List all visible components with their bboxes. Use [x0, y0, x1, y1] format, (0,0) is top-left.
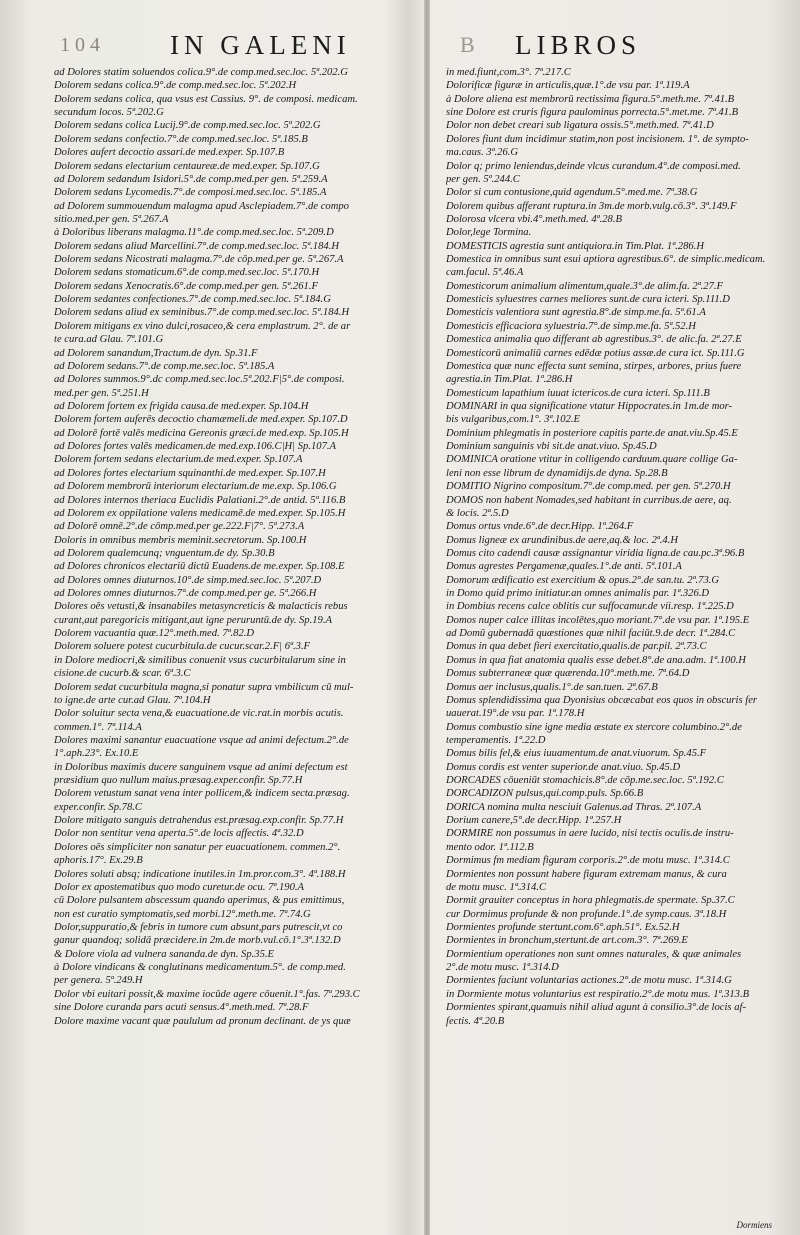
index-entry: Domus combustio sine igne media æstate ex stercore columbino.2°.de [446, 721, 742, 733]
index-entry: DOMINICA oratione vtitur in colligendo carduum.quare collige Ga- [446, 454, 738, 466]
index-entry: Dolorem sedans aliud ex seminibus.7°.de comp.med.sec.loc. 5ª.184.H [54, 307, 350, 319]
index-entry: Dolores maximi sanantur euacuatione vsque ad animi defectum.2°.de [54, 734, 349, 746]
index-entry: de motu musc. 1ª.314.C [446, 881, 547, 893]
index-entry: Dolorem sedans colica Lucij.9°.de comp.med.sec.loc. 5ª.202.G [54, 120, 321, 132]
index-entry: Domus ligneæ ex arundinibus.de aere,aq.& loc. 2ª.4.H [446, 534, 679, 546]
index-entry: Domus cito cadendi causæ assignantur viridia ligna.de cau.pc.3ª.96.B [446, 547, 745, 559]
index-entry: te cura.ad Glau. 7ª.101.G [54, 334, 164, 346]
index-entry: Dolorem sedans colica, qua vsus est Cassius. 9°. de composi. medicam. [54, 93, 358, 105]
index-entry: & Dolore viola ad vulnera sananda.de dyn. Sp.35.E [54, 948, 274, 960]
index-entry: Dolor vbi euitari possit,& maxime iocūde agere cōuenit.1°.fas. 7ª.293.C [54, 988, 360, 1000]
index-entry: in med.fiunt,com.3°. 7ª.217.C [446, 67, 571, 78]
index-entry: à Dolore aliena est membrorū rectissima figura.5°.meth.me. 7ª.41.B [446, 93, 735, 105]
index-entry: Dolorem sedans Xenocratis.6°.de comp.med.per gen. 5ª.261.F [54, 280, 318, 292]
index-entry: DOMITIO Nigrino compositum.7°.de comp.med. per gen. 5ª.270.H [446, 481, 731, 493]
index-entry: Dominium sanguinis vbi sit.de anat.viuo. Sp.45.D [446, 441, 657, 453]
index-entry: ad Dolorem fortem ex frigida causa.de med.exper. Sp.104.H [54, 400, 309, 412]
index-entry: Dolorem vetustum sanat vena inter pollicem,& indicem secta.præsag. [54, 788, 350, 800]
index-entry: & locis. 2ª.5.D [446, 507, 509, 519]
index-entry: cū Dolore pulsantem abscessum quando aperimus, & pus emittimus, [54, 895, 345, 907]
index-entry: Domus bilis fel,& eius iuuamentum.de anat.viuorum. Sp.45.F [446, 748, 707, 760]
index-entry: cam.facul. 5ª.46.A [446, 267, 524, 279]
index-entry: Domestica quæ nunc effecta sunt semina, stirpes, arbores, prius fuere [446, 360, 742, 372]
index-column-right [446, 66, 766, 1028]
index-entry: Dolorem sedans colica.9°.de comp.med.sec.loc. 5ª.202.H [54, 80, 297, 92]
index-entry: Dolor soluitur secta vena,& euacuatione.de vic.rat.in morbis acutis. [54, 708, 344, 720]
index-entry: exper.confir. Sp.78.C [54, 801, 142, 813]
index-entry: Dolor q; primo leniendus,deinde vlcus curandum.4°.de composi.med. [446, 160, 741, 172]
index-entry: Domesticum lapathium iuuat ictericos.de cura icteri. Sp.111.B [446, 387, 710, 399]
index-entry: Dormientes non possunt habere figuram extremam manus, & cura [446, 868, 727, 880]
index-entry: in Dormiente motus voluntarius est respiratio.2°.de motu mus. 1ª.313.B [446, 988, 750, 1000]
index-entry: DORICA nomina multa nesciuit Galenus.ad Thras. 2ª.107.A [446, 801, 702, 813]
index-entry: in Domo quid primo initiatur.an omnes animalis par. 1ª.326.D [446, 588, 710, 600]
index-entry: ad Dolores internos theriaca Euclidis Palatiani.2°.de antid. 5ª.116.B [54, 494, 346, 506]
index-entry: sine Dolore curanda pars acuti sensus.4°.meth.med. 7ª.28.F [54, 1002, 309, 1014]
index-entry: ad Dolorem sedandum Isidori.5°.de comp.med.per gen. 5ª.259.A [54, 173, 328, 185]
index-entry: Dormientes spirant,quamuis nihil aliud agunt à consilio.3°.de locis af- [446, 1002, 746, 1014]
index-entry: Domorum ædificatio est exercitium & opus.2°.de san.tu. 2ª.73.G [446, 574, 720, 586]
index-entry: 2°.de motu musc. 1ª.314.D [446, 962, 559, 974]
index-entry: DORCADIZON pulsus,qui.comp.puls. Sp.66.B [446, 788, 644, 800]
index-entry: Dolorem sedantes confectiones.7°.de comp.med.sec.loc. 5ª.184.G [54, 294, 331, 306]
index-entry: Domus agrestes Pergamenæ,quales.1°.de anti. 5ª.101.A [446, 561, 682, 573]
index-entry: Dormimus fm mediam figuram corporis.2°.de motu musc. 1ª.314.C [446, 855, 730, 867]
index-entry: DOMESTICIS agrestia sunt antiquiora.in Tim.Plat. 1ª.286.H [446, 240, 704, 252]
index-entry: Domus ortus vnde.6°.de decr.Hipp. 1ª.264.F [446, 521, 634, 533]
index-entry: in Dombius recens calce oblitis cur suffocamur.de vii.resp. 1ª.225.D [446, 601, 734, 613]
running-head-right: LIBROS [515, 30, 642, 60]
index-column-left [54, 66, 424, 1028]
index-entry: DORCADES cōueniūt stomachicis.8°.de cōp.me.sec.loc. 5ª.192.C [446, 775, 724, 787]
index-entry: ma.caus. 3ª.26.G [446, 147, 519, 159]
index-entry: mento odor. 1ª.112.B [446, 841, 534, 853]
index-entry: ad Dolores omnes diuturnos.10°.de simp.med.sec.loc. 5ª.207.D [54, 574, 322, 586]
index-entry: to igne.de arte cur.ad Glau. 7ª.104.H [54, 694, 211, 706]
index-entry: Dolorem sedans Nicostrati malagma.7°.de cōp.med.per ge. 5ª.267.A [54, 254, 344, 266]
index-entry: bis vulgaribus,com.1°. 3ª.102.E [446, 414, 580, 426]
index-entry: Dolor,suppuratio,& febris in tumore cum absunt,pars putrescit,vt co [54, 922, 343, 933]
index-entry: ad Dolores summos.9°.dc comp.med.sec.loc.5ª.202.F|5°.de composi. [54, 374, 345, 386]
index-entry: ad Dolorem sedans.7°.de comp.me.sec.loc. 5ª.185.A [54, 360, 275, 372]
index-entry: Dorium canere,5°.de decr.Hipp. 1ª.257.H [446, 815, 622, 827]
index-entry: ad Dolorem qualemcunq; vnguentum.de dy. Sp.30.B [54, 547, 275, 559]
index-entry: DOMINARI in qua significatione vtatur Hippocrates.in 1m.de mor- [446, 400, 733, 412]
index-entry: Doloris in omnibus membris meminit.secretorum. Sp.100.H [54, 534, 307, 546]
index-entry: Domus in qua fiat anatomia qualis esse debet.8°.de ana.adm. 1ª.100.H [446, 654, 746, 666]
index-entry: Dolorem sedans Lycomedis.7°.de composi.med.sec.loc. 5ª.185.A [54, 187, 327, 199]
index-entry: Dolor si cum contusione,quid agendum.5°.med.me. 7ª.38.G [446, 187, 698, 199]
index-entry: ad Dolorem membrorū interiorum electarium.de me.exp. Sp.106.G [54, 481, 337, 493]
index-entry: ad Dolorē fortē valēs medicina Gereonis græci.de med.exp. Sp.105.H [54, 427, 349, 439]
index-entry: cur Dormimus profunde & non profunde.1°.de symp.caus. 3ª.18.H [446, 908, 727, 920]
index-entry: ad Dolores statim soluendos colica.9°.de comp.med.sec.loc. 5ª.202.G [54, 67, 348, 78]
index-entry: Dolorem fortem auferēs decoctio chamæmeli.de med.exper. Sp.107.D [54, 414, 348, 426]
index-entry: sitio.med.per gen. 5ª.267.A [54, 213, 169, 225]
index-entry: à Dolore vindicans & conglutinans medicamentum.5°. de comp.med. [54, 962, 346, 974]
index-entry: Domesticis syluestres carnes meliores sunt.de cura icteri. Sp.111.D [446, 294, 730, 306]
index-entry: uauerat.19°.de vsu par. 1ª.178.H [446, 708, 585, 720]
index-entry: curant,aut paregoricis mitigant,aut igne peruruntū.de dy. Sp.19.A [54, 614, 332, 626]
index-entry: ad Dolores fortes valēs medicamen.de med.exp.106.C|H| Sp.107.A [54, 441, 336, 453]
index-entry: Domestica in omnibus sunt esui aptiora agrestibus.6°. de simplic.medicam. [446, 254, 766, 266]
index-entry: Dolorem sedat cucurbitula magna,si ponatur supra vmbilicum cū mul- [54, 681, 354, 693]
index-entry: agrestia.in Tim.Plat. 1ª.286.H [446, 374, 573, 386]
index-entry: Dolorem sedans confectio.7°.de comp.med.sec.loc. 5ª.185.B [54, 133, 308, 145]
index-entry: per genera. 5ª.249.H [54, 975, 143, 987]
index-entry: Domus cordis est venter superior.de anat.viuo. Sp.45.D [446, 761, 681, 773]
index-entry: Dolorem vacuantia quæ.12°.meth.med. 7ª.82.D [54, 628, 255, 640]
index-entry: Domus splendidissima qua Dyonisius obcæcabat eos quos in obscuris fer [446, 694, 758, 706]
index-entry: Dolor,lege Tormina. [446, 227, 532, 239]
index-entry: Dormientium operationes non sunt omnes naturales, & quæ animales [446, 948, 742, 960]
index-entry: Dolore maxime vacant quæ paululum ad pronum declinant. de ys quæ [54, 1015, 351, 1027]
index-entry: commen.1°. 7ª.114.A [54, 721, 142, 733]
index-entry: Dormientes in bronchum,stertunt.de art.com.3°. 7ª.269.E [446, 935, 688, 947]
index-entry: Domesticorū animaliū carnes edēdæ potius assæ.de cura ict. Sp.111.G [446, 347, 745, 359]
index-entry: med.per gen. 5ª.251.H [54, 387, 149, 399]
index-entry: Dolorem mitigans ex vino dulci,rosaceo,& cera emplastrum. 2°. de ar [54, 320, 351, 332]
index-entry: Domesticorum animalium alimentum,quale.3°.de alim.fa. 2ª.27.F [446, 280, 723, 292]
index-entry: Dolor ex apostematibus quo modo curetur.de ocu. 7ª.190.A [54, 881, 304, 893]
catchword: Dormiens [736, 1220, 772, 1230]
index-entry: aphoris.17°. Ex.29.B [54, 855, 143, 867]
index-entry: sine Dolore est cruris figura paulominus porrecta.5°.met.me. 7ª.41.B [446, 107, 739, 119]
index-entry: ad Dolores chronicos electariū dictū Euadens.de me.exper. Sp.108.E [54, 561, 345, 573]
index-entry: præsidium quo nullum maius.præsag.exper.confir. Sp.77.H [54, 775, 303, 787]
show-through-letter: B [460, 32, 478, 57]
index-entry: Dolorem sedans aliud Marcellini.7°.de comp.med.sec.loc. 5ª.184.H [54, 240, 339, 252]
index-entry: Dolores aufert decoctio assari.de med.exper. Sp.107.B [54, 147, 285, 159]
index-entry: secundum locos. 5ª.202.G [54, 107, 164, 119]
index-entry: Domos nuper calce illitas incolētes,quo moriant.7°.de vsu par. 1ª.195.E [446, 614, 750, 626]
index-entry: Dolorosa vlcera vbi.4°.meth.med. 4ª.28.B [446, 213, 622, 225]
running-head-left: IN GALENI [170, 30, 351, 60]
index-entry: Dolor non debet creari sub ligatura ossis.5°.meth.med. 7ª.41.D [446, 120, 714, 132]
index-entry: in Dolore mediocri,& similibus conuenit vsus cucurbitularum sine in [54, 654, 346, 666]
index-entry: ad Dolores omnes diuturnos.7°.de comp.med.per ge. 5ª.266.H [54, 588, 317, 600]
index-entry: Dolor non sentitur vena aperta.5°.de locis affectis. 4ª.32.D [54, 828, 304, 840]
index-entry: ad Dolorem sanandum,Tractum.de dyn. Sp.31.F [54, 347, 258, 359]
index-entry: ad Dolorē omnē.2°.de cōmp.med.per ge.222.F|7°. 5ª.273.A [54, 521, 305, 533]
index-entry: Dolorem sedans stomaticum.6°.de comp.med.sec.loc. 5ª.170.H [54, 267, 320, 279]
index-entry: Domus aer inclusus,qualis.1°.de san.tuen. 2ª.67.B [446, 681, 658, 693]
index-entry: Dolorificæ figuræ in articulis,quæ.1°.de vsu par. 1ª.119.A [446, 80, 690, 92]
index-entry: Dolores soluti absq; indicatione inutiles.in 1m.pror.com.3°. 4ª.188.H [54, 868, 346, 880]
index-entry: Domesticis efficaciora syluestria.7°.de simp.me.fa. 5ª.52.H [446, 320, 696, 332]
index-entry: 1°.aph.23°. Ex.10.E [54, 748, 139, 760]
index-entry: fectis. 4ª.20.B [446, 1015, 505, 1027]
index-entry: Dolores fiunt dum incidimur statim,non post incisionem. 1°. de sympto- [446, 133, 749, 145]
index-entry: ganur quandoq; solidā præcidere.in 2m.de morb.vul.cō.1°.3ª.132.D [54, 935, 341, 947]
index-entry: DORMIRE non possumus in aere lucido, nisi tectis oculis.de instru- [446, 828, 734, 840]
index-entry: leni non esse librum de dynamidijs.de dyna. Sp.28.B [446, 467, 668, 479]
index-entry: Dormientes faciunt voluntarias actiones.2°.de motu musc. 1ª.314.G [446, 975, 732, 987]
index-entry: cisione.de cucurb.& scar. 6ª.3.C [54, 668, 191, 680]
index-entry: temperamentis. 1ª.22.D [446, 734, 546, 746]
index-entry: Dolorem fortem sedans electarium.de med.exper. Sp.107.A [54, 454, 303, 466]
index-entry: Dominium phlegmatis in posteriore capitis parte.de anat.viu.Sp.45.E [446, 427, 738, 439]
index-entry: in Doloribus maximis ducere sanguinem vsque ad animi defectum est [54, 761, 348, 773]
index-entry: Dormit grauiter conceptus in hora phlegmatis.de spermate. Sp.37.C [446, 895, 735, 907]
index-entry: ad Domū gubernadā quæstiones quæ nihil faciūt.9.de decr. 1ª.284.C [446, 628, 736, 640]
index-entry: Dolorem soluere potest cucurbitula.de cucur.scar.2.F| 6ª.3.F [54, 641, 311, 653]
index-entry: ad Dolores fortes electarium squinanthi.de med.exper. Sp.107.H [54, 467, 326, 479]
index-entry: Dolores oēs simpliciter non sanatur per euacuationem. commen.2°. [54, 841, 341, 853]
index-entry: Domus in qua debet fieri exercitatio,qualis.de par.pil. 2ª.73.C [446, 641, 707, 653]
index-entry: à Doloribus liberans malagma.11°.de comp.med.sec.loc. 5ª.209.D [54, 227, 334, 239]
index-entry: Domestica animalia quo differant ab agrestibus.3°. de alic.fa. 2ª.27.E [446, 334, 742, 346]
index-entry: Dolore mitigato sanguis detrahendus est.præsag.exp.confir. Sp.77.H [54, 815, 344, 827]
index-entry: DOMOS non habent Nomades,sed habitant in curribus.de aere, aq. [446, 494, 732, 506]
index-entry: Dolores oēs vetusti,& insanabiles metasyncreticis & malacticis rebus [54, 601, 348, 613]
index-entry: Dolorem quibus afferant ruptura.in 3m.de morb.vulg.cō.3°. 3ª.149.F [446, 200, 737, 212]
book-gutter [424, 0, 430, 1235]
index-entry: Domesticis valentiora sunt agrestia.8°.de simp.me.fa. 5ª.61.A [446, 307, 706, 319]
index-entry: Domus subterraneæ quæ quærenda.10°.meth.me. 7ª.64.D [446, 668, 690, 680]
index-entry: Dormientes profunde stertunt.com.6°.aph.51°. Ex.52.H [446, 922, 680, 933]
index-entry: ad Dolorem summouendum malagma apud Asclepiadem.7°.de compo [54, 200, 349, 212]
index-entry: Dolorem sedans electarium centaureæ.de med.exper. Sp.107.G [54, 160, 320, 172]
index-entry: per gen. 5ª.244.C [446, 173, 520, 185]
folio-number: 104 [60, 34, 105, 56]
index-entry: ad Dolorem ex oppilatione valens medicamē.de med.exper. Sp.105.H [54, 507, 346, 519]
index-entry: non est curatio symptomatis,sed morbi.12°.meth.me. 7ª.74.G [54, 908, 311, 920]
